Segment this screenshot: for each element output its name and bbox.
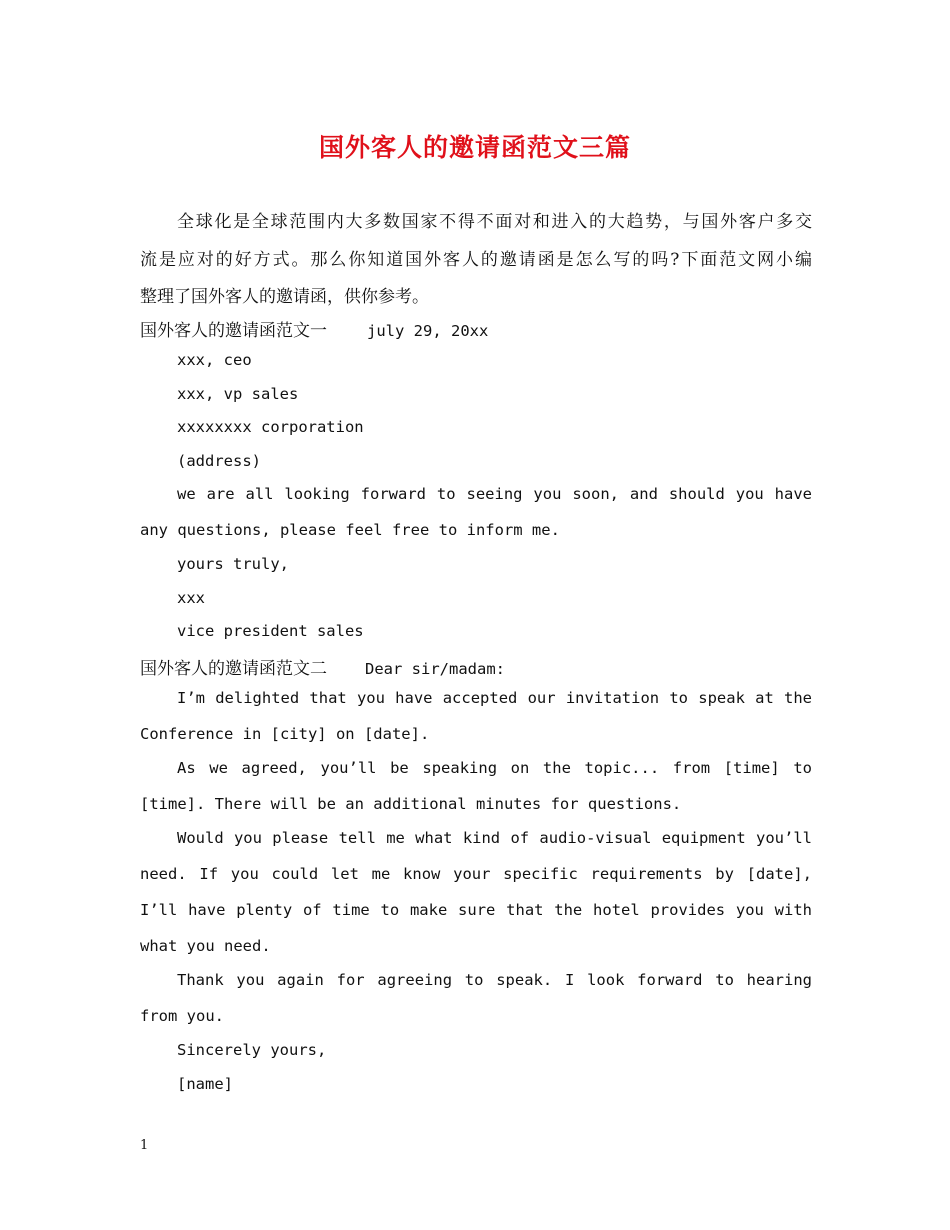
letter2-p2-line-2: [time]. There will be an additional minutes for questions. [140, 795, 682, 813]
letter2-heading-row [140, 654, 812, 679]
page-number: 1 [140, 1138, 149, 1153]
letter1-body-line-1: we are all looking forward to seeing you soon, and should you have [177, 485, 812, 503]
letter2-heading: 国外客人的邀请函范文二 [140, 659, 327, 679]
letter1-address-line: (address) [177, 452, 261, 470]
letter2-p3-line-4: what you need. [140, 937, 271, 955]
letter1-date: july 29, 20xx [367, 322, 489, 340]
letter2-p1-line-1: I’m delighted that you have accepted our invitation to speak at the [177, 689, 812, 707]
letter2-p2-line-1: As we agreed, you’ll be speaking on the topic... from [time] to [177, 759, 812, 777]
letter2-p4-line-2: from you. [140, 1007, 224, 1025]
letter1-address-line: xxx, vp sales [177, 385, 299, 403]
letter2-p1-line-2: Conference in [city] on [date]. [140, 725, 430, 743]
intro-line-2: 流是应对的好方式。那么你知道国外客人的邀请函是怎么写的吗?下面范文网小编 [140, 250, 812, 270]
letter2-signature: [name] [177, 1075, 233, 1093]
letter1-address-line: xxx, ceo [177, 351, 252, 369]
letter1-closing: yours truly, [177, 555, 289, 573]
letter2-p4-line-1: Thank you again for agreeing to speak. I look forward to hearing [177, 971, 812, 989]
intro-line-3: 整理了国外客人的邀请函，供你参考。 [140, 287, 429, 307]
document-title: 国外客人的邀请函范文三篇 [318, 133, 631, 162]
letter1-address-line: xxxxxxxx corporation [177, 418, 364, 436]
letter1-body-line-2: any questions, please feel free to inform me. [140, 521, 560, 539]
letter2-p3-line-3: I’ll have plenty of time to make sure that the hotel provides you with [140, 901, 812, 919]
intro-line-1: 全球化是全球范围内大多数国家不得不面对和进入的大趋势，与国外客户多交 [177, 212, 812, 232]
letter1-signature: xxx [177, 589, 205, 607]
letter1-heading-row [140, 316, 812, 341]
letter2-p3-line-2: need. If you could let me know your specific requirements by [date], [140, 865, 812, 883]
letter1-title: vice president sales [177, 622, 364, 640]
letter2-greeting: Dear sir/madam: [365, 660, 505, 678]
letter1-heading: 国外客人的邀请函范文一 [140, 321, 327, 341]
letter2-p3-line-1: Would you please tell me what kind of audio-visual equipment you’ll [177, 829, 812, 847]
letter2-closing: Sincerely yours, [177, 1041, 327, 1059]
